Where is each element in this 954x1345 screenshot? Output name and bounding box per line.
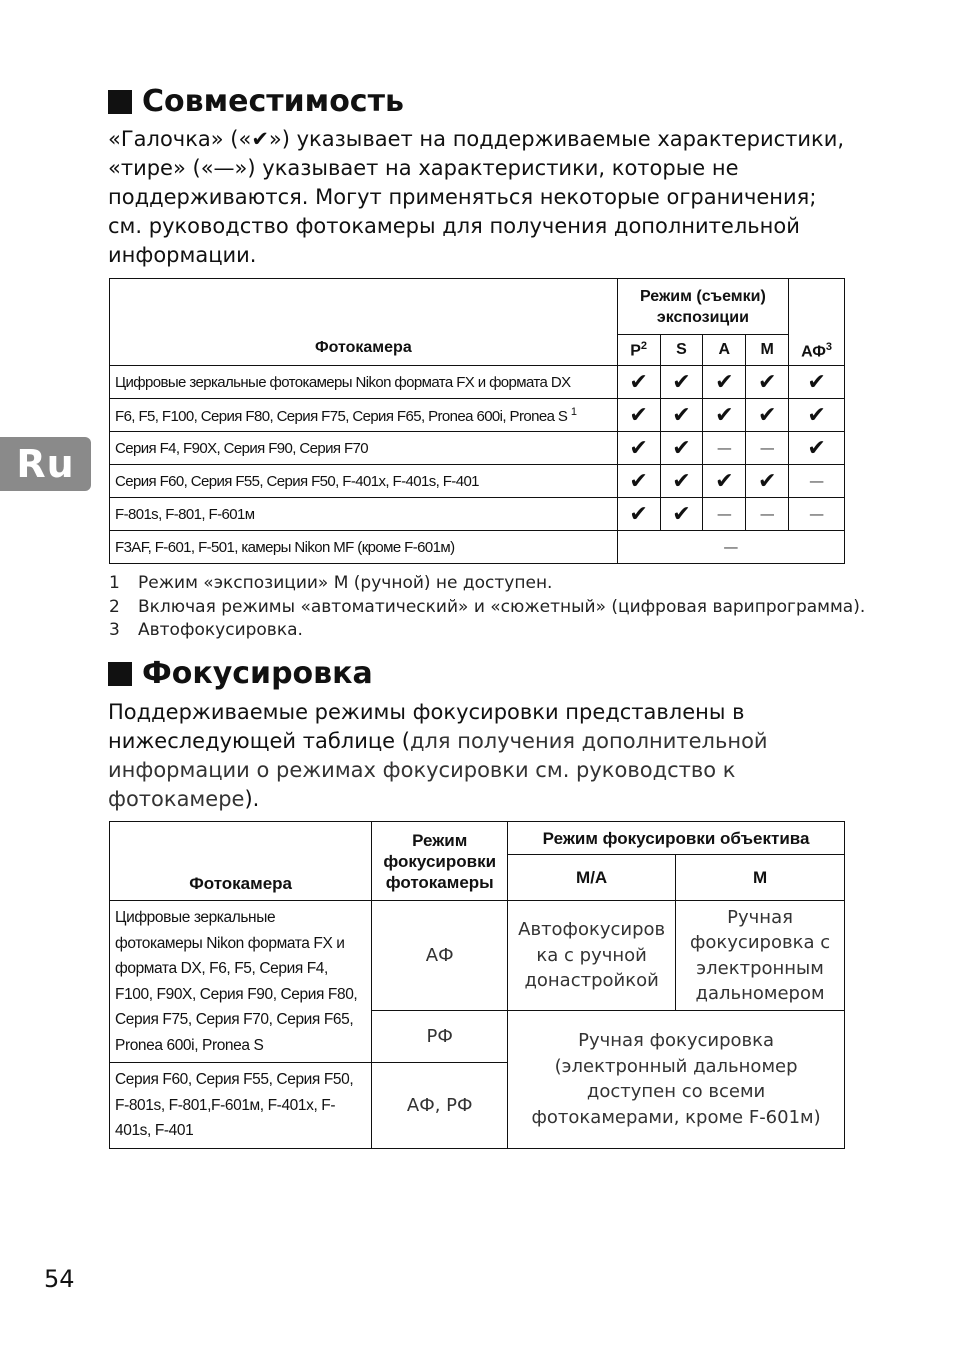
table-row bbox=[110, 465, 845, 498]
footnote: 1 Режим «экспозиции» M (ручной) не доступен. bbox=[109, 573, 553, 593]
check-icon: ✔ bbox=[789, 432, 845, 465]
check-icon: ✔ bbox=[660, 432, 703, 465]
ma-cell: Автофокусиров ка с ручной донастройкой bbox=[508, 901, 676, 1011]
check-icon: ✔ bbox=[617, 498, 660, 531]
table-row bbox=[110, 399, 845, 432]
table-row bbox=[110, 498, 845, 531]
header-ma: M/A bbox=[508, 855, 676, 901]
header-m: M bbox=[746, 335, 789, 366]
dash-icon: — bbox=[617, 531, 844, 564]
focus-table bbox=[109, 821, 845, 1149]
focus-title: Фокусировка bbox=[142, 656, 373, 691]
language-tab: Ru bbox=[0, 437, 91, 491]
header-m: M bbox=[676, 855, 845, 901]
camera-cell: Цифровые зеркальные фотокамеры Nikon формата FX и формата DX, F6, F5, Серия F4, F100, F90X, Серия F90, Серия F80, Серия F75, Серия F70, Серия F65, Pronea 600i, Pronea S bbox=[110, 901, 372, 1063]
manual-focus-cell: Ручная фокусировка (электронный дальномер доступен со всеми фотокамерами, кроме F-601м) bbox=[508, 1011, 845, 1149]
camera-cell: Серия F60, Серия F55, Серия F50, F-401x, F-401s, F-401 bbox=[110, 465, 618, 498]
check-icon: ✔ bbox=[660, 399, 703, 432]
check-icon: ✔ bbox=[660, 498, 703, 531]
header-p: $P^2$ bbox=[617, 335, 660, 366]
camera-cell: F-801s, F-801, F-601м bbox=[110, 498, 618, 531]
check-icon: ✔ bbox=[703, 465, 746, 498]
header-camera: Фотокамера bbox=[110, 279, 618, 366]
dash-icon: — bbox=[746, 498, 789, 531]
table-row bbox=[110, 366, 845, 399]
focus-heading bbox=[108, 656, 373, 691]
check-icon: ✔ bbox=[746, 465, 789, 498]
dash-icon: — bbox=[703, 498, 746, 531]
mode-cell: АФ bbox=[372, 901, 508, 1011]
header-exposure-mode: Режим (съемки) экспозиции bbox=[617, 279, 788, 335]
mode-cell: АФ, РФ bbox=[372, 1063, 508, 1149]
camera-cell: F3AF, F-601, F-501, камеры Nikon MF (кроме F-601м) bbox=[110, 531, 618, 564]
check-icon: ✔ bbox=[746, 399, 789, 432]
square-bullet-icon bbox=[108, 90, 132, 114]
dash-icon: — bbox=[746, 432, 789, 465]
m-cell: Ручная фокусировка с электронным дальномером bbox=[676, 901, 845, 1011]
check-icon: ✔ bbox=[617, 366, 660, 399]
dash-icon: — bbox=[789, 465, 845, 498]
square-bullet-icon bbox=[108, 662, 132, 686]
header-s: S bbox=[660, 335, 703, 366]
mode-cell: РФ bbox=[372, 1011, 508, 1063]
dash-icon: — bbox=[789, 498, 845, 531]
check-icon: ✔ bbox=[617, 399, 660, 432]
dash-icon: — bbox=[703, 432, 746, 465]
camera-cell: F6, F5, F100, Серия F80, Серия F75, Серия F65, Pronea 600i, Pronea S $^1$ bbox=[110, 399, 618, 432]
check-icon: ✔ bbox=[746, 366, 789, 399]
table-row bbox=[110, 432, 845, 465]
compat-heading bbox=[108, 84, 404, 119]
check-icon: ✔ bbox=[660, 366, 703, 399]
check-icon: ✔ bbox=[789, 399, 845, 432]
compat-intro: «Галочка» («✔») указывает на поддерживаемые характеристики, «тире» («—») указывает на характеристики, которые не поддерживаются. Могут применяться некоторые ограничения; см. руководство фотокамеры для получения дополнительной информации. bbox=[108, 127, 845, 267]
focus-intro: Поддерживаемые режимы фокусировки представлены в нижеследующей таблице (для получения дополнительной информации о режимах фокусировки см. руководство к фотокамере). bbox=[108, 700, 768, 811]
footnote: 2 Включая режимы «автоматический» и «сюжетный» (цифровая варипрограмма). bbox=[109, 596, 866, 617]
camera-cell: Серия F4, F90X, Серия F90, Серия F70 bbox=[110, 432, 618, 465]
camera-cell: Цифровые зеркальные фотокамеры Nikon формата FX и формата DX bbox=[110, 366, 618, 399]
table-row bbox=[110, 531, 845, 564]
header-a: A bbox=[703, 335, 746, 366]
check-icon: ✔ bbox=[660, 465, 703, 498]
footnotes bbox=[109, 572, 865, 643]
compat-title: Совместимость bbox=[142, 84, 404, 119]
check-icon: ✔ bbox=[703, 399, 746, 432]
check-icon: ✔ bbox=[789, 366, 845, 399]
compatibility-table bbox=[109, 278, 845, 564]
header-af: $АФ^3$ bbox=[789, 279, 845, 366]
header-lens-focus-mode: Режим фокусировки объектива bbox=[508, 822, 845, 855]
header-camera: Фотокамера bbox=[110, 822, 372, 901]
camera-cell: Серия F60, Серия F55, Серия F50, F-801s, F-801,F-601м, F-401x, F-401s, F-401 bbox=[110, 1063, 372, 1149]
footnote: 3 Автофокусировка. bbox=[109, 620, 303, 640]
check-icon: ✔ bbox=[617, 465, 660, 498]
page-number: 54 bbox=[44, 1265, 75, 1293]
table-row bbox=[110, 901, 845, 1011]
check-icon: ✔ bbox=[617, 432, 660, 465]
check-icon: ✔ bbox=[703, 366, 746, 399]
header-camera-focus-mode: Режим фокусировки фотокамеры bbox=[372, 822, 508, 901]
